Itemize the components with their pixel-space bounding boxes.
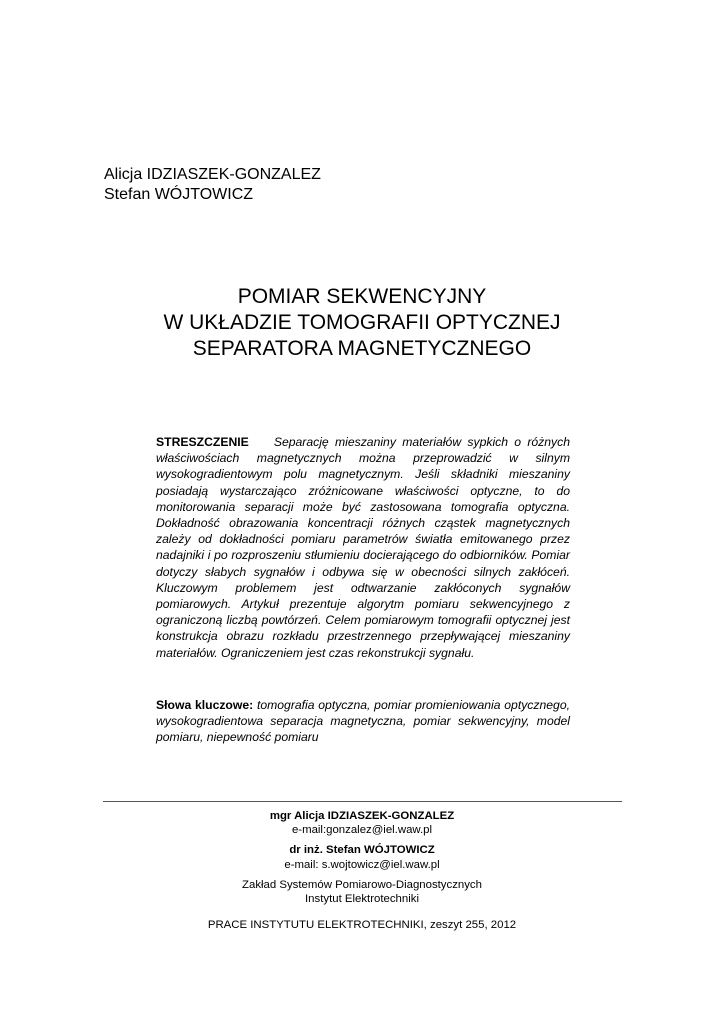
author-name: Stefan WÓJTOWICZ xyxy=(104,186,254,203)
footer-department: Zakład Systemów Pomiarowo-Diagnostycznych xyxy=(242,878,482,891)
authors-block xyxy=(104,165,321,205)
title-line: SEPARATORA MAGNETYCZNEGO xyxy=(192,337,532,360)
footer-author1-name: mgr Alicja IDZIASZEK-GONZALEZ xyxy=(269,810,455,822)
footer-institute: Instytut Elektrotechniki xyxy=(305,893,419,906)
footer-author2-email: e-mail: s.wojtowicz@iel.waw.pl xyxy=(284,858,440,871)
paper-title xyxy=(0,284,724,362)
title-line: W UKŁADZIE TOMOGRAFII OPTYCZNEJ xyxy=(163,311,561,334)
footer-journal: PRACE INSTYTUTU ELEKTROTECHNIKI, zeszyt 255, 2012 xyxy=(207,919,517,932)
abstract-label: STRESZCZENIE xyxy=(156,435,249,449)
affiliation-footer xyxy=(0,809,724,932)
footer-author1-email: e-mail:gonzalez@iel.waw.pl xyxy=(291,824,433,837)
abstract-text: Separację mieszaniny materiałów sypkich o różnych właściwościach magnetycznych można przeprowadzić w silnym wysokogradientowym polu magnetycznym. Jeśli składniki mieszaniny posiadają wystarczająco zróżnicowane właściwości optyczne, to do monitorowania separacji może być zastosowana tomografia optyczna. Dokładność obrazowania koncentracji różnych cząstek magnetycznych zależy od dokładności pomiaru parametrów światła emitowanego przez nadajniki i po rozproszeniu stłumieniu docierającego do odbiorników. Pomiar dotyczy słabych sygnałów i odbywa się w obecności silnych zakłóceń. Kluczowym problemem jest odtwarzanie zakłóconych sygnałów pomiarowych. Artykuł prezentuje algorytm pomiaru sekwencyjnego z ograniczoną liczbą powtórzeń. Celem pomiarowym tomografii optycznej jest konstrukcja obrazu rozkładu przestrzennego przepływającej mieszaniny materiałów. Ograniczeniem jest czas rekonstrukcji sygnału. xyxy=(156,435,570,660)
keywords xyxy=(156,697,570,746)
author-name: Alicja IDZIASZEK-GONZALEZ xyxy=(104,166,321,183)
abstract xyxy=(156,434,570,661)
keywords-text: tomografia optyczna, pomiar promieniowania optycznego, wysokogradientowa separacja magnetyczna, pomiar sekwencyjny, model pomiaru, niepewność pomiaru xyxy=(156,698,570,745)
footer-author2-name: dr inż. Stefan WÓJTOWICZ xyxy=(289,844,435,857)
footer-divider xyxy=(103,801,622,802)
keywords-label: Słowa kluczowe: xyxy=(156,698,254,712)
title-line: POMIAR SEKWENCYJNY xyxy=(237,285,487,308)
